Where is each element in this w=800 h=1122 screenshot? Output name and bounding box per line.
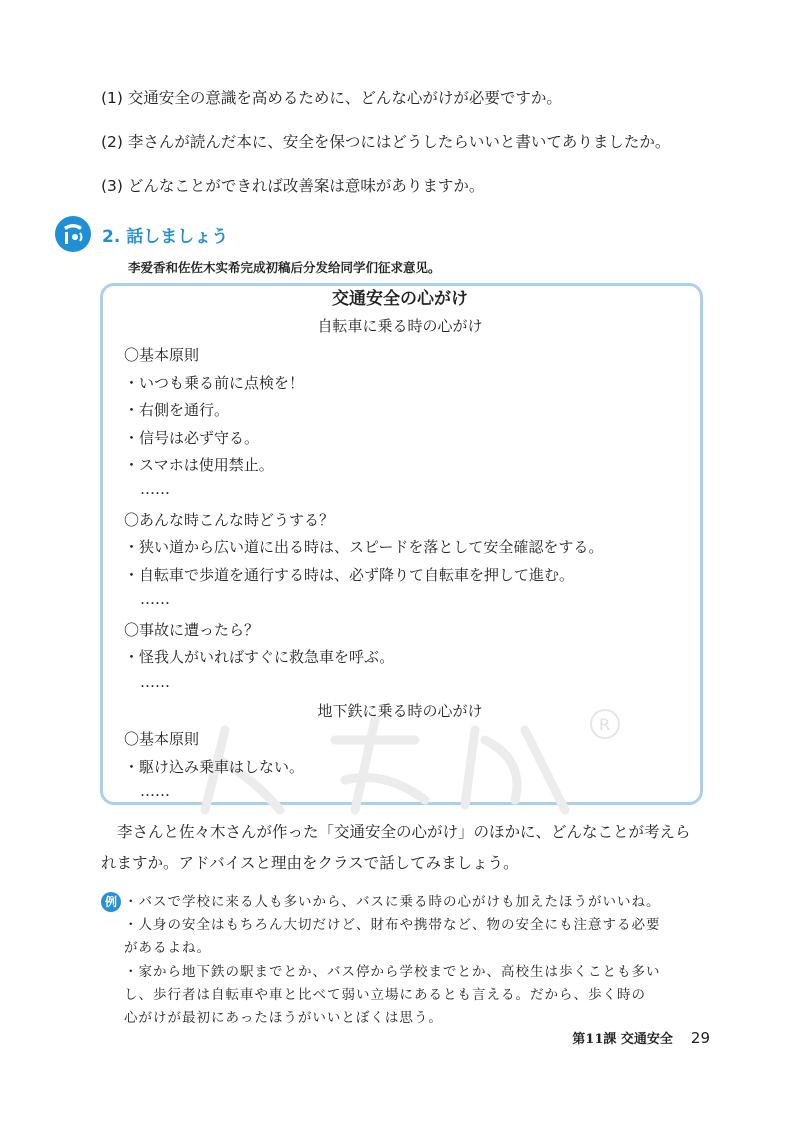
box-bullet: ・自転車で歩道を通行する時は、必ず降りて自転車を押して進む。 [124, 566, 575, 584]
box-heading-accident: 〇事故に遭ったら？ [124, 621, 260, 639]
question-3: (3) どんなことができれば改善案は意味がありますか。 [101, 177, 485, 195]
section-note: 李爱香和佐佐木实希完成初稿后分发给同学们征求意见。 [128, 260, 441, 275]
box-heading-basics: 〇基本原則 [124, 346, 200, 364]
example-line: ・人身の安全はもちろん大切だけど、財布や携帯など、物の安全にも注意する必要 [124, 917, 661, 933]
box-bullet: ・怪我人がいればすぐに救急車を呼ぶ。 [124, 648, 395, 666]
box-bullet: ・右側を通行。 [124, 401, 230, 419]
discussion-paragraph-line: れますか。アドバイスと理由をクラスで話してみましょう。 [101, 854, 519, 872]
box-ellipsis: …… [140, 480, 170, 498]
example-line: があるよね。 [124, 940, 211, 956]
box-subtitle-subway: 地下鉄に乗る時の心がけ [317, 702, 483, 720]
example-line: ・バスで学校に来る人も多いから、バスに乗る時の心がけも加えたほうがいいね。 [124, 894, 661, 910]
box-heading-situations: 〇あんな時こんな時どうする？ [124, 511, 335, 529]
box-ellipsis: …… [140, 673, 170, 691]
speaking-icon [54, 215, 92, 253]
box-ellipsis: …… [140, 782, 170, 800]
box-bullet: ・いつも乗る前に点検を！ [124, 374, 305, 392]
box-bullet: ・狭い道から広い道に出る時は、スピードを落として安全確認をする。 [124, 538, 604, 556]
lesson-label: 第11課 交通安全 [572, 1032, 673, 1047]
page-footer [572, 1028, 710, 1047]
page-number: 29 [690, 1029, 710, 1047]
box-subtitle-bicycle: 自転車に乗る時の心がけ [317, 317, 483, 335]
section-heading [54, 214, 228, 254]
question-1: (1) 交通安全の意識を高めるために、どんな心がけが必要ですか。 [101, 89, 562, 107]
example-line: ・家から地下鉄の駅までとか、バス停から学校までとか、高校生は歩くことも多い [124, 964, 661, 980]
box-bullet: ・駆け込み乗車はしない。 [124, 758, 305, 776]
box-ellipsis: …… [140, 590, 170, 608]
section-title: 2. 話しましょう [102, 226, 229, 247]
box-bullet: ・スマホは使用禁止。 [124, 456, 274, 474]
example-badge: 例 [101, 892, 121, 912]
box-title: 交通安全の心がけ [332, 289, 468, 309]
example-line: 心がけが最初にあったほうがいいとぼくは思う。 [124, 1010, 443, 1026]
question-2: (2) 李さんが読んだ本に、安全を保つにはどうしたらいいと書いてありましたか。 [101, 133, 671, 151]
discussion-paragraph-line: 李さんと佐々木さんが作った「交通安全の心がけ」のほかに、どんなことが考えら [117, 823, 691, 841]
example-line: し、歩行者は自転車や車と比べて弱い立場にあるとも言える。だから、歩く時の [124, 987, 646, 1003]
box-heading-basics-2: 〇基本原則 [124, 730, 200, 748]
svg-text:R: R [599, 715, 611, 734]
box-bullet: ・信号は必ず守る。 [124, 429, 260, 447]
